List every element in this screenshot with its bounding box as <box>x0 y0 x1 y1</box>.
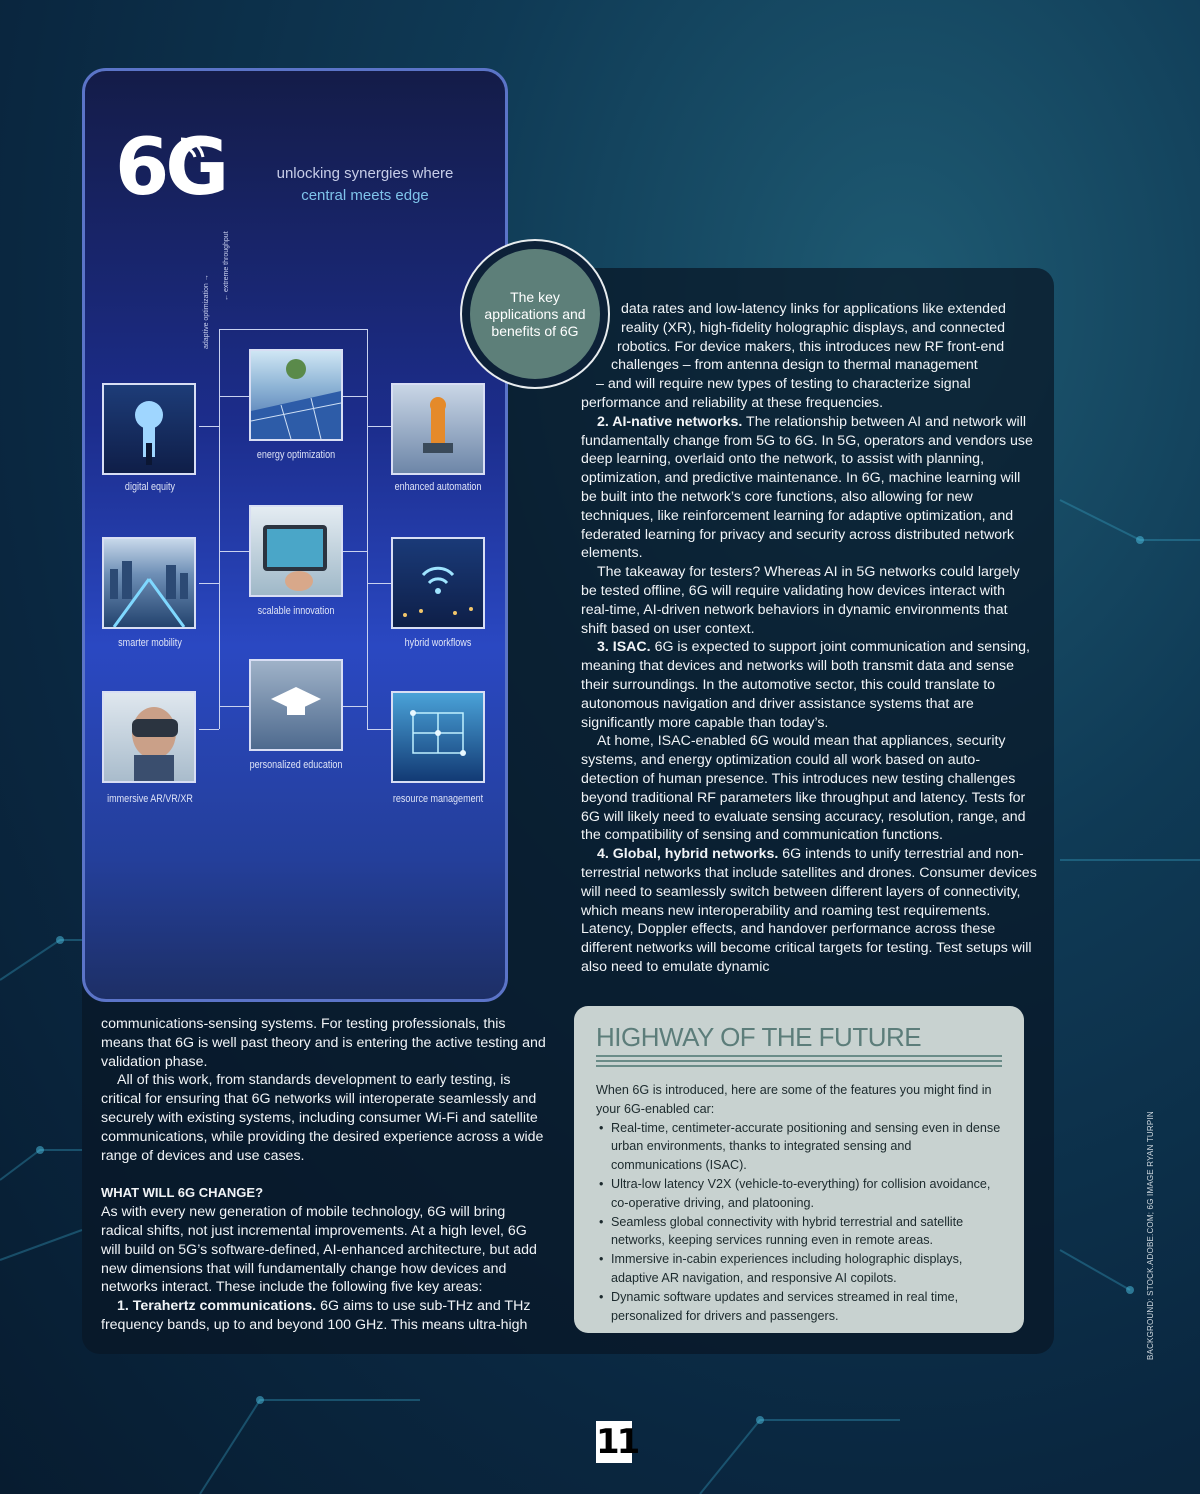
body-text-line: – and will require new types of testing to characterize signal <box>596 376 971 393</box>
body-paragraph <box>581 845 1037 977</box>
logo-6g: 6G <box>115 123 226 213</box>
page-number: 11 <box>596 1422 638 1462</box>
tile-label: hybrid workflows <box>404 637 472 649</box>
sidebar-intro: When 6G is introduced, here are some of the features you might find in your 6G-enabled car: <box>596 1083 992 1116</box>
tagline-line-1: unlocking synergies where <box>276 165 454 182</box>
keyhole-person-icon <box>104 385 194 473</box>
divider <box>596 1055 1002 1057</box>
tile-label: scalable innovation <box>257 605 335 617</box>
tile-resource-management <box>391 691 485 783</box>
divider <box>596 1065 1002 1067</box>
tile-label: resource management <box>392 793 484 805</box>
connector-line <box>367 729 391 730</box>
connector-line <box>219 396 249 397</box>
tagline-line-2: central meets edge <box>301 187 429 204</box>
right-column <box>581 300 1037 977</box>
body-paragraph: As with every new generation of mobile technology, 6G will bring radical shifts, not just incremental improvements. At a high level, 6G will build on 5G’s software-defined, AI-enhanced architecture, but add new dimensions that will fundamentally change how devices and networks interact. These include the following five key areas: <box>101 1204 537 1296</box>
list-item: • Real-time, centimeter-accurate positioning and sensing even in dense urban environments, thanks to integrated sensing and communications (ISAC). <box>596 1119 1002 1175</box>
body-text-line: robotics. For device makers, this introduces new RF front-end <box>617 338 1005 355</box>
connector-line <box>343 706 367 707</box>
graduation-cap-icon <box>251 661 341 749</box>
axis-label-adaptive-optimization: adaptive optimization → <box>203 274 210 349</box>
body-text-line: performance and reliability at these frequencies. <box>581 394 884 411</box>
sidebar-highway-of-the-future <box>574 1006 1024 1333</box>
connector-line <box>219 551 249 552</box>
tile-immersive-ar-vr-xr <box>102 691 196 783</box>
connector-line <box>367 583 391 584</box>
paragraph-text: 6G aims to use sub-THz and THz frequency bands, up to and beyond 100 GHz. This means ultra-high <box>101 1298 531 1333</box>
body-paragraph: At home, ISAC-enabled 6G would mean that appliances, security systems, and energy optimization could all work based on auto-detection of human presence. This introduces new testing challenges beyond traditional RF parameters like throughput and latency. Tests for 6G will likely need to evaluate sensing accuracy, resolution, range, and the compatibility of sensing and communication functions. <box>581 733 1026 844</box>
divider <box>596 1060 1002 1062</box>
connector-line <box>367 426 391 427</box>
city-highway-icon <box>104 539 194 627</box>
connector-line <box>219 329 220 729</box>
callout-badge-text: The key applications and benefits of 6G <box>470 249 600 379</box>
body-text-line: challenges – from antenna design to thermal management <box>611 357 978 374</box>
list-item: • Dynamic software updates and services streamed in real time, personalized for drivers and passengers. <box>596 1288 1002 1326</box>
section-heading-isac: 3. ISAC. <box>597 639 651 656</box>
connector-line <box>219 329 367 330</box>
robot-arm-icon <box>393 385 483 473</box>
section-heading-global-hybrid: 4. Global, hybrid networks. <box>597 846 779 863</box>
body-paragraph <box>101 1297 547 1335</box>
tile-label: personalized education <box>249 759 343 771</box>
connector-line <box>199 426 219 427</box>
body-text-line: data rates and low-latency links for applications like extended <box>621 301 1006 317</box>
tile-label: enhanced automation <box>394 481 482 493</box>
body-paragraph <box>581 638 1037 732</box>
tile-digital-equity <box>102 383 196 475</box>
tile-scalable-innovation <box>249 505 343 597</box>
tile-hybrid-workflows <box>391 537 485 629</box>
wifi-city-icon <box>393 539 483 627</box>
tile-energy-optimization <box>249 349 343 441</box>
list-item: • Seamless global connectivity with hybrid terrestrial and satellite networks, keeping services running even in remote areas. <box>596 1213 1002 1251</box>
tile-label: energy optimization <box>256 449 336 461</box>
axis-label-extreme-throughput: ← extreme throughput <box>223 231 230 301</box>
list-item: • Immersive in-cabin experiences including holographic displays, adaptive AR navigation, and responsive AI copilots. <box>596 1250 1002 1288</box>
tile-label: digital equity <box>124 481 176 493</box>
paragraph-text: The relationship between AI and network will fundamentally change from 5G to 6G. In 5G, operators and vendors use deep learning, overlaid onto the network, to assist with planning, optimization, and predictive maintenance. In 6G, machine learning will be built into the network’s core functions, also allowing for new techniques, like reinforcement learning for adaptive optimization, and federated learning for privacy and security across distributed network elements. <box>581 413 1033 562</box>
body-paragraph: communications-sensing systems. For testing professionals, this means that 6G is well past theory and is entering the active testing and validation phase. <box>101 1016 546 1070</box>
paragraph-text: 6G intends to unify terrestrial and non-terrestrial networks that include satellites and drones. Consumer devices will need to seamlessly switch between different layers of connectivity, which means new interoperability and roaming test requirements. Latency, Doppler effects, and handover performance across these different networks will become critical targets for testing. Test setups will also need to emulate dynamic <box>581 846 1037 975</box>
tile-enhanced-automation <box>391 383 485 475</box>
paragraph-text: 6G is expected to support joint communication and sensing, meaning that devices and networks will both transmit data and sense their surroundings. In the automotive sector, this could translate to autonomous navigation and driver assistance systems that are significantly more capable than today’s. <box>581 639 1030 731</box>
connector-line <box>199 583 219 584</box>
section-heading-terahertz: 1. Terahertz communications. <box>117 1298 317 1315</box>
sidebar-title: HIGHWAY OF THE FUTURE <box>596 1022 922 1052</box>
connector-line <box>199 729 219 730</box>
body-paragraph: The takeaway for testers? Whereas AI in 5G networks could largely be tested offline, 6G will require validating how devices interact with real-time, AI-driven network behaviors in dynamic environments that shift based on user context. <box>581 564 1020 637</box>
body-paragraph: All of this work, from standards development to early testing, is critical for ensuring that 6G networks will interoperate seamlessly and securely with existing systems, including consumer Wi-Fi and satellite communications, while providing the desired experience across a wide range of devices and use cases. <box>101 1072 544 1164</box>
body-paragraph <box>581 413 1037 563</box>
body-text-line: reality (XR), high-fidelity holographic displays, and connected <box>621 319 1006 336</box>
sidebar-list <box>596 1119 1002 1326</box>
solar-panels-icon <box>251 351 341 439</box>
connector-line <box>367 329 368 729</box>
infographic-tagline <box>235 163 495 207</box>
section-heading-ai-native: 2. AI-native networks. <box>597 413 743 430</box>
wifi-signal-icon <box>177 129 207 159</box>
infographic-6g <box>82 68 508 1002</box>
vr-headset-icon <box>104 693 194 781</box>
tile-label: smarter mobility <box>118 637 182 649</box>
circuit-city-icon <box>393 693 483 781</box>
connector-line <box>219 706 249 707</box>
section-subhead: WHAT WILL 6G CHANGE? <box>101 1185 264 1201</box>
list-item: • Ultra-low latency V2X (vehicle-to-everything) for collision avoidance, co-operative driving, and platooning. <box>596 1175 1002 1213</box>
tile-personalized-education <box>249 659 343 751</box>
left-column <box>101 1015 547 1335</box>
connector-line <box>343 396 367 397</box>
tile-smarter-mobility <box>102 537 196 629</box>
connector-line <box>343 551 367 552</box>
tablet-hand-icon <box>251 507 341 595</box>
tile-label: immersive AR/VR/XR <box>107 793 193 805</box>
image-credit: BACKGROUND: STOCK.ADOBE.COM; 6G IMAGE RYAN TURPIN <box>1146 1111 1155 1360</box>
